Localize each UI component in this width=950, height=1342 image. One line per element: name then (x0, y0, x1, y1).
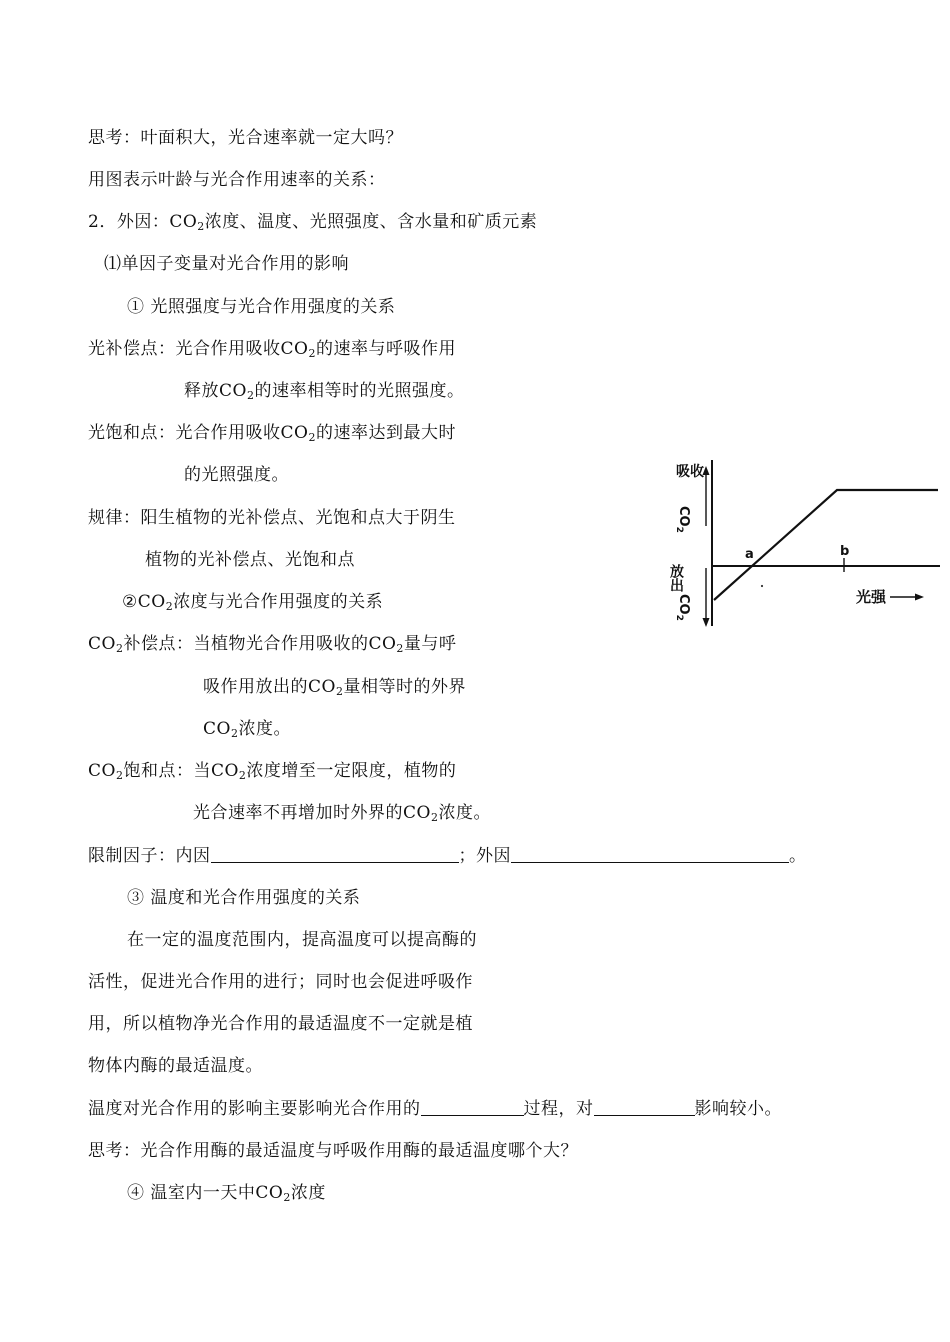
internal-factor-blank[interactable] (211, 845, 459, 863)
limiting-factors: 限制因子：内因 ；外因 。 (88, 846, 807, 866)
greenhouse-heading: ④ 温室内一天中$CO_2$浓度 (127, 1183, 326, 1204)
light-saturation-line-1: 光饱和点：光合作用吸收$CO_2$的速率达到最大时 (88, 423, 456, 444)
light-intensity-graph (668, 458, 942, 630)
y-axis-upper-label (674, 463, 704, 533)
co2-compensation-line-2: 吸作用放出的$CO_2$量相等时的外界 (203, 677, 466, 698)
y-lower-co2: $CO_2$ (674, 594, 691, 621)
external-factors: 2．外因：$CO_2$浓度、温度、光照强度、含水量和矿质元素 (88, 212, 538, 233)
co2-saturation-line-2: 光合速率不再增加时外界的$CO_2$浓度。 (193, 803, 491, 824)
single-factor-heading: ⑴单因子变量对光合作用的影响 (104, 254, 349, 274)
rule-line-2: 植物的光补偿点、光饱和点 (145, 550, 355, 570)
speck (761, 585, 763, 587)
external-factor-blank[interactable] (511, 845, 789, 863)
temperature-process-blank[interactable] (421, 1098, 524, 1116)
temperature-paragraph-line-2: 活性，促进光合作用的进行；同时也会促进呼吸作 (88, 972, 473, 992)
temperature-other-blank[interactable] (594, 1098, 695, 1116)
graph-prompt: 用图表示叶龄与光合作用速率的关系： (88, 170, 386, 190)
temperature-effect: 温度对光合作用的影响主要影响光合作用的 过程，对 影响较小。 (88, 1099, 782, 1119)
co2-compensation-line-1: $CO_2$补偿点：当植物光合作用吸收的$CO_2$量与呼 (88, 634, 457, 655)
light-heading: ① 光照强度与光合作用强度的关系 (127, 297, 396, 317)
co2-compensation-line-3: $CO_2$浓度。 (203, 719, 291, 740)
temperature-paragraph-line-4: 物体内酶的最适温度。 (88, 1056, 263, 1076)
light-saturation-line-2: 的光照强度。 (184, 465, 289, 485)
think-question-1: 思考：叶面积大，光合速率就一定大吗？ (88, 128, 403, 148)
x-axis-label: 光强 (856, 588, 887, 606)
temperature-heading: ③ 温度和光合作用强度的关系 (127, 888, 361, 908)
light-intensity-figure (668, 458, 942, 630)
co2-heading: $②CO_2$浓度与光合作用强度的关系 (122, 592, 384, 613)
temperature-paragraph-line-1: 在一定的温度范围内，提高温度可以提高酶的 (127, 930, 477, 950)
photosynthesis-curve (714, 490, 938, 600)
y-upper-char-1: 吸收 (676, 464, 704, 480)
y-lower-chars: 放出 (668, 564, 684, 592)
point-b-label: b (840, 544, 850, 559)
co2-saturation-line-1: $CO_2$饱和点：当$CO_2$浓度增至一定限度，植物的 (88, 761, 457, 782)
temperature-paragraph-line-3: 用，所以植物净光合作用的最适温度不一定就是植 (88, 1014, 473, 1034)
y-axis-lower-label (668, 563, 691, 621)
light-compensation-line-2: 释放$CO_2$的速率相等时的光照强度。 (184, 381, 465, 402)
release-arrow-head (703, 618, 710, 627)
y-upper-co2: $CO_2$ (674, 506, 691, 533)
think-question-2: 思考：光合作用酶的最适温度与呼吸作用酶的最适温度哪个大？ (88, 1141, 578, 1161)
x-arrow-head (915, 594, 924, 601)
point-a-label: a (745, 547, 754, 562)
light-compensation-line-1: 光补偿点：光合作用吸收$CO_2$的速率与呼吸作用 (88, 339, 456, 360)
rule-line-1: 规律：阳生植物的光补偿点、光饱和点大于阴生 (88, 508, 456, 528)
